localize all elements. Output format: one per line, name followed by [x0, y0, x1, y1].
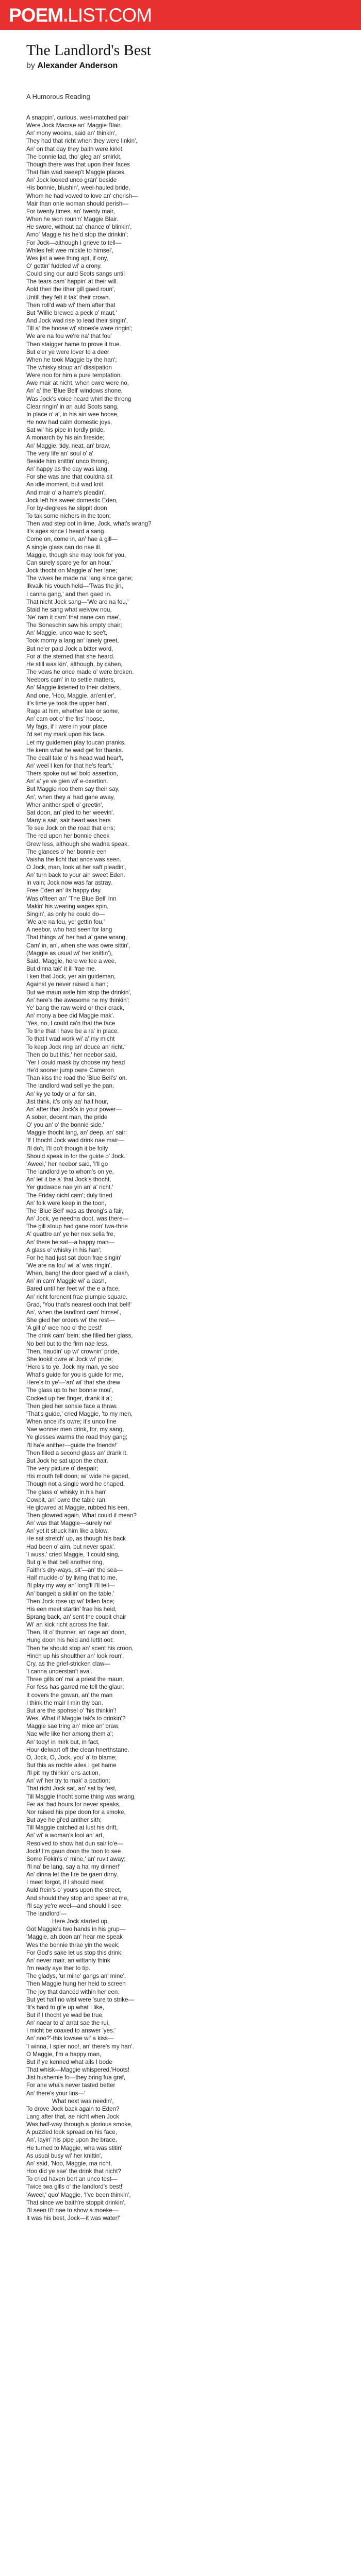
poem-line: An' turn back to your ain sweet Eden.	[26, 872, 125, 879]
poem-line: O' gettin' fuddled wi' a crony.	[26, 262, 102, 269]
poem-line: Aold then the ither gill gaed roun',	[26, 286, 116, 293]
poem-line: But Maggie noo them say their say,	[26, 786, 120, 793]
poem-line: No bell but to the firm nae less,	[26, 1340, 109, 1347]
poem-line: He now had calm domestic joys,	[26, 419, 112, 426]
poem-line: To tine that I have be a ra' in place.	[26, 1028, 119, 1035]
poem-line: Resolved to show hat dun sair lo'e—	[26, 1840, 123, 1847]
poem-line: Sprang back, an' sent the coupit chair	[26, 1614, 126, 1620]
poem-line: 'Maggie, ah doon an' hear me speak	[26, 1934, 123, 1941]
poem-line: 'We are na fou, ye' gettin fou.'	[26, 919, 105, 926]
poem-line: Got Maggie's two hands in his grup—	[26, 1926, 126, 1933]
poem-line: A snappin', curious, weel-matched pair	[26, 114, 129, 121]
poem-line: His mouth fell doon; wi' wide he gaped,	[26, 1473, 130, 1480]
poem-line: But yet half no wist were 'sure to strike—	[26, 1996, 135, 2003]
poem-line: That whisk—Maggie whispered,'Hoots!	[26, 2066, 130, 2074]
poem-line: The wives he made na' lang since gane;	[26, 575, 133, 582]
poem-line: He turned to Maggie, wha was stitin'	[26, 2144, 122, 2151]
poem-line: To drove Jock back again to Eden?	[26, 2105, 120, 2112]
poem-line: Nae wonner men drink, for, my sang,	[26, 1426, 124, 1433]
poem-line: A neebor, who had seen for lang	[26, 926, 112, 934]
poem-line: But we maun wale him stop the drinkin',	[26, 989, 132, 996]
poem-line: The glass o' whisky in his han'	[26, 1488, 107, 1496]
poem-line: An' weel I ken for that he's fear't.'	[26, 762, 114, 769]
poem-line: An' in cam' Maggie wi' a dash,	[26, 1278, 106, 1285]
poem-line: But Jock he sat upon the chair,	[26, 1457, 108, 1464]
poem-line: An' Maggie, tidy, neat, an' braw,	[26, 442, 110, 449]
poem-line: The very picture o' despair;	[26, 1465, 99, 1472]
poem-line: Some Fokin's o' mine,' an' ruvit away;	[26, 1855, 126, 1862]
poem-line: Singin', as only he could do—	[26, 910, 105, 918]
poem-line: An' a' the 'Blue Bell' windows shone,	[26, 387, 123, 395]
poem-line: An' folk were keep in the toon,	[26, 1199, 106, 1207]
poem-line: Jock thocht on Maggie a' her lane;	[26, 567, 118, 574]
poem-line: A glass o' whisky in his han';	[26, 1246, 102, 1253]
poem-line: Then staigger hame to prove it true.	[26, 341, 121, 348]
poem-line: Though there was that upon their faces	[26, 161, 130, 168]
poem-line: O, Jock, O, Jock, you' a' to blame;	[26, 1754, 117, 1761]
poem-line: Was half-way through a glorious smoke,	[26, 2121, 133, 2128]
poem-line: Rage at him, whether late or some,	[26, 707, 120, 715]
poem-line: He sat stretch' up, as though his back	[26, 1535, 126, 1543]
poem-line: Thers spoke out wi' bold assertion,	[26, 770, 119, 777]
poem-line: Can surely spare ye for an hour.'	[26, 559, 113, 566]
poem-line: Nor raised his pipe doon for a smoke,	[26, 1808, 126, 1816]
logo-main: POEM	[9, 4, 63, 26]
poem-line: 'Aweel,' her neebor said, 'I'll go	[26, 1160, 108, 1167]
poem-line: He'd sooner jump owre Cameron	[26, 1067, 114, 1074]
poem-line: It covers the gowan, an' the man	[26, 1691, 113, 1699]
poem-line: When, bang! the door gaed wi' a clash,	[26, 1270, 130, 1277]
poem-line: Makin' his wearing wages spin,	[26, 903, 109, 910]
poem-line: Vaisha the licht that ance was seen.	[26, 856, 122, 863]
poem-line: Many a sair, sair heart was hers	[26, 817, 111, 824]
poem-line: Ye' bang the raw weird or their crack,	[26, 1004, 124, 1011]
poem-line: Half muckle-o' by living that to me,	[26, 1574, 118, 1582]
poem-line: 'Here's to ye, Jock my man, ye see	[26, 1364, 119, 1370]
poem-line: I meet forgot, if I should meet	[26, 1879, 104, 1886]
poem-line: An' Maggie, unco wae to see't,	[26, 630, 108, 637]
poem-line: Were noo for him a pure temptation.	[26, 372, 122, 379]
poem-line: Whom he had vowed to love an' cherish—	[26, 192, 138, 199]
poem-line: Ye glesses warms the road they gang;	[26, 1434, 128, 1441]
poem-line: In place o' a', in his ain wee hoose,	[26, 411, 119, 418]
poem-line: But 'Willie brewed a peck o' maut,'	[26, 309, 117, 316]
poem-line: Though not a single word he chaped.	[26, 1481, 125, 1488]
poem-line: An', when they a' had gane away,	[26, 793, 115, 801]
poem-line: I'll ha'e anither—guide the friends!'	[26, 1442, 118, 1449]
poem-line: Maggie, though she may look for you,	[26, 551, 126, 558]
poem-author-line	[26, 61, 336, 71]
poem-line: Faithr's dry-ways, sit'—an' the sea—	[26, 1567, 123, 1574]
poem-line: The vows he once made o' were broken.	[26, 669, 134, 676]
poem-line: The drink cam' bein; she filled her glass,	[26, 1332, 133, 1340]
poem-line: I'll say ye're weel—and should I see	[26, 1902, 121, 1909]
logo-suffix: LIST.COM	[68, 4, 152, 26]
poem-line: Here's to ye'—'an' wi' that she drew	[26, 1379, 120, 1386]
poem-line: Staid he sang what weivow nou,	[26, 606, 112, 613]
poem-line: Free Eden an' its happy day.	[26, 887, 102, 894]
poem-content	[26, 41, 336, 2222]
poem-line: He swore, without aa' chance o' blinkin',	[26, 224, 132, 231]
poem-line: Fer aa' had hours for never speaks,	[26, 1801, 121, 1808]
poem-line: Should speak in for the guide o' Jock.'	[26, 1153, 127, 1160]
poem-line: Till Maggie catched at lust his drift,	[26, 1824, 118, 1832]
poem-line: A monarch by his ain fireside;	[26, 434, 105, 442]
poem-line: She lookit owre at Jock wi' pride;	[26, 1355, 113, 1363]
poem-line: An' Maggie listened to their clatters,	[26, 684, 121, 691]
poem-line: Yer gudwade nae yin an' a' richt.'	[26, 1184, 113, 1191]
poem-line: Cry, as the grief-stricken claw—	[26, 1660, 110, 1667]
poem-line: Had been o' airn, but never spak'.	[26, 1543, 116, 1550]
poem-line: The landlord ye to whom's on ye,	[26, 1168, 114, 1176]
poem-line: An' cam oot o' the firs' hoose,	[26, 716, 104, 723]
poem-line: Maggie thocht lang, an' deep, an' sair:	[26, 1129, 127, 1137]
poem-line: And should they stop and speer at me,	[26, 1894, 129, 1902]
poem-line: An' was that Maggie—surely no!	[26, 1520, 112, 1527]
poem-line: Was o'fteen an' 'The Blue Bell' Inn	[26, 895, 117, 902]
poem-intro: A Humorous Reading	[26, 93, 90, 100]
poem-line: When ance it's owre; it's unco fine	[26, 1418, 117, 1426]
poem-line: 'We are na fou' wi' a' was ringin',	[26, 1262, 112, 1269]
poem-line: An' there's your lins—'	[26, 2090, 86, 2097]
poem-line: But this as rochte ailes I get hame	[26, 1761, 117, 1769]
poem-line: A puzzled look spread on his face,	[26, 2129, 117, 2136]
poem-line: When he took Maggie by the han';	[26, 356, 117, 363]
poem-line: But if I thocht ye wad be true,	[26, 2011, 104, 2019]
poem-line: An' naear to a' arrat sae the rui,	[26, 2020, 110, 2027]
poem-line: I'll play my way an' long'll I'll tell—	[26, 1582, 115, 1589]
poem-line: He kenn what he wad get for thanks.	[26, 747, 124, 754]
logo-dot: .	[62, 4, 68, 26]
poem-line: Wi' an kick richt across the flair.	[26, 1621, 110, 1629]
poem-line: Auld frein's o' yours upon the street,	[26, 1887, 122, 1894]
poem-line: That since we baith're stoppit drinkin',	[26, 2199, 126, 2206]
poem-line: But aye he gi'ed anither sith;	[26, 1817, 102, 1824]
poem-line: Jist hushemie fo—they bring fua graf,	[26, 2074, 126, 2081]
poem-line: The deall tale o' his head wad hear't,	[26, 754, 124, 761]
poem-line: It was his best, Jock—it was water!'	[26, 2215, 120, 2222]
poem-line: An' after that Jock's in your power—	[26, 1106, 122, 1113]
poem-line: Was Jock's voice heard whirl the throng	[26, 395, 132, 402]
poem-line: An', layin' his pipe upon the brace,	[26, 2137, 117, 2144]
poem-line: The whisky stoup an' dissipation	[26, 364, 112, 371]
poem-line: When he won roun'n' Maggie Blair.	[26, 216, 119, 223]
poem-line: Hinch up his shoulther an' look roun',	[26, 1652, 124, 1659]
poem-line: But e'er ye were lover to a deer	[26, 348, 109, 355]
poem-line: Wes, What if Maggie tak's to drinkin'?	[26, 1715, 126, 1722]
poem-line: For a' the sterned that she heard.	[26, 653, 115, 660]
author-by-label: by	[26, 61, 35, 70]
poem-line: Took morny a lang an' lanely greet,	[26, 637, 119, 645]
poem-line: An' said, 'Noo, Maggie, ma richt,	[26, 2160, 112, 2167]
poem-line: As usual busy wi' her knittin',	[26, 2152, 103, 2159]
poem-line: Then filled a second glass an' drank it.	[26, 1449, 128, 1456]
poem-line: 'Yes, no, I could ca'n that the face	[26, 1020, 116, 1027]
poem-line: That richt Jock sat, an' sat by fest,	[26, 1785, 117, 1792]
poem-line: Sat wi' his pipe in lordly pride,	[26, 427, 105, 434]
poem-line: I think the mair I min thy ban.	[26, 1699, 103, 1706]
poem-line: I'll do't, I'll do't though it be folly	[26, 1145, 108, 1152]
poem-line: Twice twa gills o' the landlord's best!'	[26, 2183, 124, 2191]
poem-line: An' there he sat—a happy man—	[26, 1239, 115, 1246]
poem-line: And one, 'Hoo, Maggie, an'entier',	[26, 692, 116, 699]
poem-line: Till Maggie thocht some thing was wrang,	[26, 1793, 136, 1800]
poem-line: Than kiss the road the 'Blue Bell's' on.	[26, 1075, 127, 1082]
poem-line: Jock left his sweet domestic Eden,	[26, 497, 118, 504]
poem-line: Untill they felt it tak' their crown.	[26, 294, 110, 301]
poem-line: The joy that dancéd within her een.	[26, 1988, 120, 1995]
poem-line: That fain wad sweep't Maggie places.	[26, 169, 126, 176]
poem-line: An idle moment, but wad knit.	[26, 481, 105, 488]
poem-line: For by-degrees he slippit doon	[26, 504, 107, 512]
poem-line: The landlord'—	[26, 1910, 67, 1917]
poem-line: An' dinna let the fire be gaen dirny.	[26, 1871, 118, 1878]
poem-line: He glowred at Maggie, rubbed his een,	[26, 1504, 129, 1511]
poem-line: Jock! I'm gaun doon the toon to see	[26, 1848, 121, 1855]
poem-line: My fags, if I were in your place	[26, 723, 107, 731]
poem-line: An' richt forenent frae plumpie square.	[26, 1293, 128, 1300]
poem-line: Wher anither spell o' greetin',	[26, 801, 104, 808]
poem-line: The bonnie lad, tho' gleg an' smirkit,	[26, 153, 122, 160]
poem-line: 'A gill o' wee noo o' the best!'	[26, 1325, 103, 1332]
poem-line: To that I wad work wi' a' my micht	[26, 1036, 115, 1043]
poem-line: She gied her orders wi' the rest—	[26, 1317, 115, 1324]
poem-line: But if ye kenned what ails I bode	[26, 2058, 112, 2065]
poem-line: Then Maggie hung her heid to screen	[26, 1980, 126, 1988]
poem-line: An' here's the awesome ne my thinkin':	[26, 996, 129, 1004]
poem-line: The glass up to her bonnie mou',	[26, 1387, 113, 1394]
poem-line: Then, lit o' thunner, an' rage an' doon,	[26, 1629, 126, 1636]
poem-line: 'I wuss,' cried Maggie, 'I could sing,	[26, 1551, 120, 1558]
poem-line: A single glass can do nae ill.	[26, 544, 102, 551]
poem-line: Wes jist a wee thing apt, if ony,	[26, 255, 108, 262]
poem-line: An' wi' her try to mak' a paction;	[26, 1777, 110, 1785]
poem-line: The tears cam' happin' at their will.	[26, 278, 118, 285]
poem-line: 'Aweel,' quo' Maggie, 'I've been thinkin',	[26, 2191, 131, 2198]
poem-line: O Jock, man, look at her saft pleadin',	[26, 864, 126, 871]
poem-line: Clear ringin' in an auld Scots sang,	[26, 403, 119, 410]
poem-line: An' let it be a' that Jock's thocht,	[26, 1176, 111, 1183]
poem-line: An' a' ye ve gien wi' e-oxertion.	[26, 778, 108, 785]
poem-line: I'm ready aye ther to tip.	[26, 1965, 91, 1972]
poem-line: Were Jock Macrae an' Maggie Blair.	[26, 122, 122, 129]
poem-line: Hung doon his heid and lettit oot:	[26, 1637, 114, 1644]
poem-line: Awe mair at nicht, when owre were no,	[26, 380, 129, 387]
poem-line: Then Jock rose up wi' fallen face;	[26, 1598, 115, 1605]
site-header	[0, 0, 361, 30]
poem-line: The red upon her bonnie cheek	[26, 833, 110, 840]
poem-line: An' tody! in mirk but, in fact,	[26, 1738, 100, 1745]
poem-line: 'It's hard to gi'e up what I like,	[26, 2004, 104, 2011]
poem-line: Whiles felt wee mickle to himsel',	[26, 247, 114, 254]
poem-line: Grad, 'You that's nearest ooch that bell!'	[26, 1301, 132, 1308]
poem-line: Cocked up her finger, drank it a';	[26, 1395, 112, 1402]
poem-line: But are the spohsel o' 'his thinkin'!	[26, 1707, 117, 1714]
poem-line: An' Jock looked unco gran' beside	[26, 177, 117, 184]
poem-title: The Landlord's Best	[26, 42, 152, 59]
poem-line: That things wi' her had a' gane wrang,	[26, 934, 127, 941]
poem-line: Lang after that, ae nicht when Jock	[26, 2113, 119, 2120]
poem-line: Sat doon, an' pled to her weevin'.	[26, 809, 114, 816]
poem-line: Let my guidemen play toucan pranks,	[26, 739, 126, 746]
poem-line: For he had just sat doon frae singin'	[26, 1254, 121, 1261]
poem-line: O Maggie, I'm a happy man,	[26, 2050, 102, 2058]
poem-line: Then wad step oot in lime, Jock, what's wrang?	[26, 520, 152, 528]
poem-line: An' mony a bee did Maggie mak'.	[26, 1012, 114, 1019]
poem-line: An' mony wooins, said an' thinkin',	[26, 130, 117, 137]
poem-line: 'That's guide,' cried Maggie, 'to my men,	[26, 1410, 133, 1417]
author-name-link[interactable]: Alexander Anderson	[37, 61, 118, 70]
poem-line: An' wi' a woman's lool an' art,	[26, 1832, 104, 1839]
site-logo[interactable]	[9, 6, 152, 25]
poem-line: Then he should stop an' scent his croon,	[26, 1645, 134, 1652]
poem-line: I ken that Jock, yer ain guideman,	[26, 973, 116, 980]
poem-line: Beside him knittin' unco throng,	[26, 457, 109, 465]
poem-line: Bared until her feet wi' the e a face,	[26, 1285, 120, 1293]
poem-line: I'd set my mark upon his face.	[26, 731, 106, 738]
poem-line: For God's sake let us stop this drink,	[26, 1949, 123, 1956]
poem-line: They had that richt when they were linkin',	[26, 138, 138, 145]
poem-line: But gi'e that bell another ring,	[26, 1558, 104, 1566]
poem-line: Ilkvaik his vouch held—'Twas the jin,	[26, 583, 123, 590]
poem-line: For ane wha's never tasted better	[26, 2082, 116, 2089]
poem-line: His bonnie, blushin', weel-hauled bride,	[26, 184, 130, 192]
poem-line: The very life an' soul o' a'	[26, 450, 93, 457]
poem-line: Then glowred again. What could it mean?	[26, 1512, 137, 1519]
poem-line: The Friday nicht cam'; duly tined	[26, 1192, 112, 1199]
poem-line: 'Yer I could mask by choose my head	[26, 1059, 125, 1066]
poem-line: 'If I thocht Jock wad drink nae mair—	[26, 1137, 124, 1144]
poem-line: Hour delwart off the clean hnerthstane.	[26, 1746, 129, 1753]
poem-line: An' Jock, ye needna doot, was there—	[26, 1215, 129, 1223]
poem-line: For twenty times, an' twenty mair,	[26, 208, 115, 215]
poem-line: I canna gang,' and then gaed in.	[26, 590, 112, 598]
poem-line: Jist think, it's only aa' half hour,	[26, 1098, 109, 1105]
poem-line: I'll na' be lang, say a ha' my dinner!'	[26, 1863, 121, 1870]
poem-line: What's guide for you is guide for me,	[26, 1371, 123, 1379]
poem-body	[26, 114, 336, 2222]
poem-line: What next was needin',	[52, 2097, 114, 2105]
poem-line: 'Ne' ram it cam' that nane can mae',	[26, 614, 121, 621]
poem-line: An' never mair, an wittanly think	[26, 1957, 110, 1964]
poem-line: To cried haven bert an unco test—	[26, 2176, 118, 2183]
poem-line: And Jock wad rise to lead their singin',	[26, 317, 128, 325]
poem-line: Nae wife like her among them a';	[26, 1731, 113, 1738]
poem-line: But ne'er paid Jock a bitter word,	[26, 645, 113, 652]
poem-line: Neebors cam' in to settle matters,	[26, 676, 116, 684]
poem-line: Then gied her sonsie face a thraw.	[26, 1402, 118, 1410]
poem-line: I micht be coaxed to answer 'yes.'	[26, 2027, 116, 2035]
poem-line: It's ages since I heard a sang.	[26, 528, 106, 535]
poem-line: An' on that day they baith were kirkit,	[26, 145, 124, 152]
poem-line: An' bangeit a skillin' on the table.'	[26, 1590, 114, 1597]
poem-line: Amo' Maggie his he'd stop the drinkin';	[26, 231, 128, 239]
poem-line: The glances o' her bonnie een	[26, 848, 107, 855]
poem-line: Cam' in, an', when she was owre sittin',	[26, 942, 130, 949]
poem-line: 'I winna, I spier noo!, an' there's my han'.	[26, 2043, 134, 2050]
poem-line: Then do but this,' her neebor said,	[26, 1051, 117, 1058]
poem-line: Till a' the hoose wi' stroes'e were ringin';	[26, 325, 133, 332]
poem-line: I'll pit my thinkin' ens action,	[26, 1770, 100, 1777]
poem-line: A sober, decent man, the pride	[26, 1114, 108, 1121]
poem-line: The landlord wad sell ye the pan,	[26, 1082, 114, 1090]
poem-line: The Soneschin saw his empty chair;	[26, 622, 122, 629]
poem-line: (Maggie as usual wi' her knittin'),	[26, 950, 113, 957]
poem-line: And mair o' a hame's pleadin',	[26, 489, 106, 496]
poem-line: The gladys, 'ur mine' gangs an' mine',	[26, 1973, 126, 1980]
poem-line: Cowpit, an' owre the table ran.	[26, 1496, 107, 1503]
poem-line: An' noo?'-this lowsee wi' a kiss—	[26, 2035, 114, 2042]
poem-line: Hoo did ye sae' the drink that nicht?	[26, 2168, 121, 2175]
poem-line: We are na fou we're na' that fou'	[26, 333, 112, 340]
poem-line: Here Jock started up,	[52, 1918, 109, 1925]
poem-line: Grew less, although she wadna speak.	[26, 840, 129, 848]
poem-line: For Jock—although I grieve to tell—	[26, 239, 122, 246]
poem-line: That nicht Jock sang—'We are na fou,'	[26, 598, 129, 605]
poem-line: For fess has garred me tell the glaur;	[26, 1684, 124, 1691]
poem-line: To keep Jock ring an' douce an' richt.'	[26, 1043, 126, 1050]
poem-line: His een meet startin' frae his heid,	[26, 1605, 117, 1613]
poem-line: The gill stoup had gane roon' twa-thrie	[26, 1223, 128, 1230]
poem-line: Come on, come in, an' hae a gill—	[26, 536, 118, 543]
poem-line: Mair than onie woman should perish—	[26, 200, 128, 207]
poem-line: I'll seen ti't nae to show a moeke—	[26, 2207, 119, 2214]
poem-line: 'I canna understan't ava'.	[26, 1668, 92, 1675]
poem-line: Maggie sae tring an' mice an' braw,	[26, 1723, 120, 1730]
poem-line: O' you an' o' the bonnie side.'	[26, 1122, 104, 1129]
poem-line: To see Jock on the road that errs;	[26, 825, 116, 832]
poem-line: Could sing our auld Scots sangs until	[26, 270, 125, 278]
poem-line: To tak some nichers in the toon;	[26, 512, 111, 519]
poem-line: Three gills on' ma' a priest the maun,	[26, 1676, 124, 1683]
poem-line: An', when the landlord cam' himsel',	[26, 1309, 121, 1316]
poem-line: A' quattro an' ye her nex sella fre,	[26, 1231, 115, 1238]
poem-line: An' happy as the day was lang.	[26, 466, 109, 473]
poem-line: But dinna tak' it ill frae me.	[26, 965, 96, 973]
poem-line: An' ky ye tody or a' for sin,	[26, 1090, 96, 1097]
poem-line: He still was kin', although, by cahen,	[26, 660, 123, 668]
poem-line: Then roll'd wab wi' them after that	[26, 301, 116, 309]
poem-line: For she was ane that couldna sit	[26, 473, 112, 481]
poem-line: Against ye never raised a han';	[26, 981, 108, 988]
poem-line: It's time ye took the upper han',	[26, 700, 109, 707]
poem-line: Said, 'Maggie, here we fee a wee,	[26, 957, 117, 964]
poem-line: In vain; Jock now was far astray.	[26, 879, 112, 887]
poem-line: An' yet it struck him like a blow.	[26, 1528, 109, 1535]
poem-line: The 'Blue Bell' was as throng's a fair,	[26, 1207, 124, 1214]
poem-line: Wes the bonnie thrae yin the week;	[26, 1941, 120, 1948]
poem-line: Then, haudin' up wi' crownin' pride,	[26, 1348, 120, 1355]
